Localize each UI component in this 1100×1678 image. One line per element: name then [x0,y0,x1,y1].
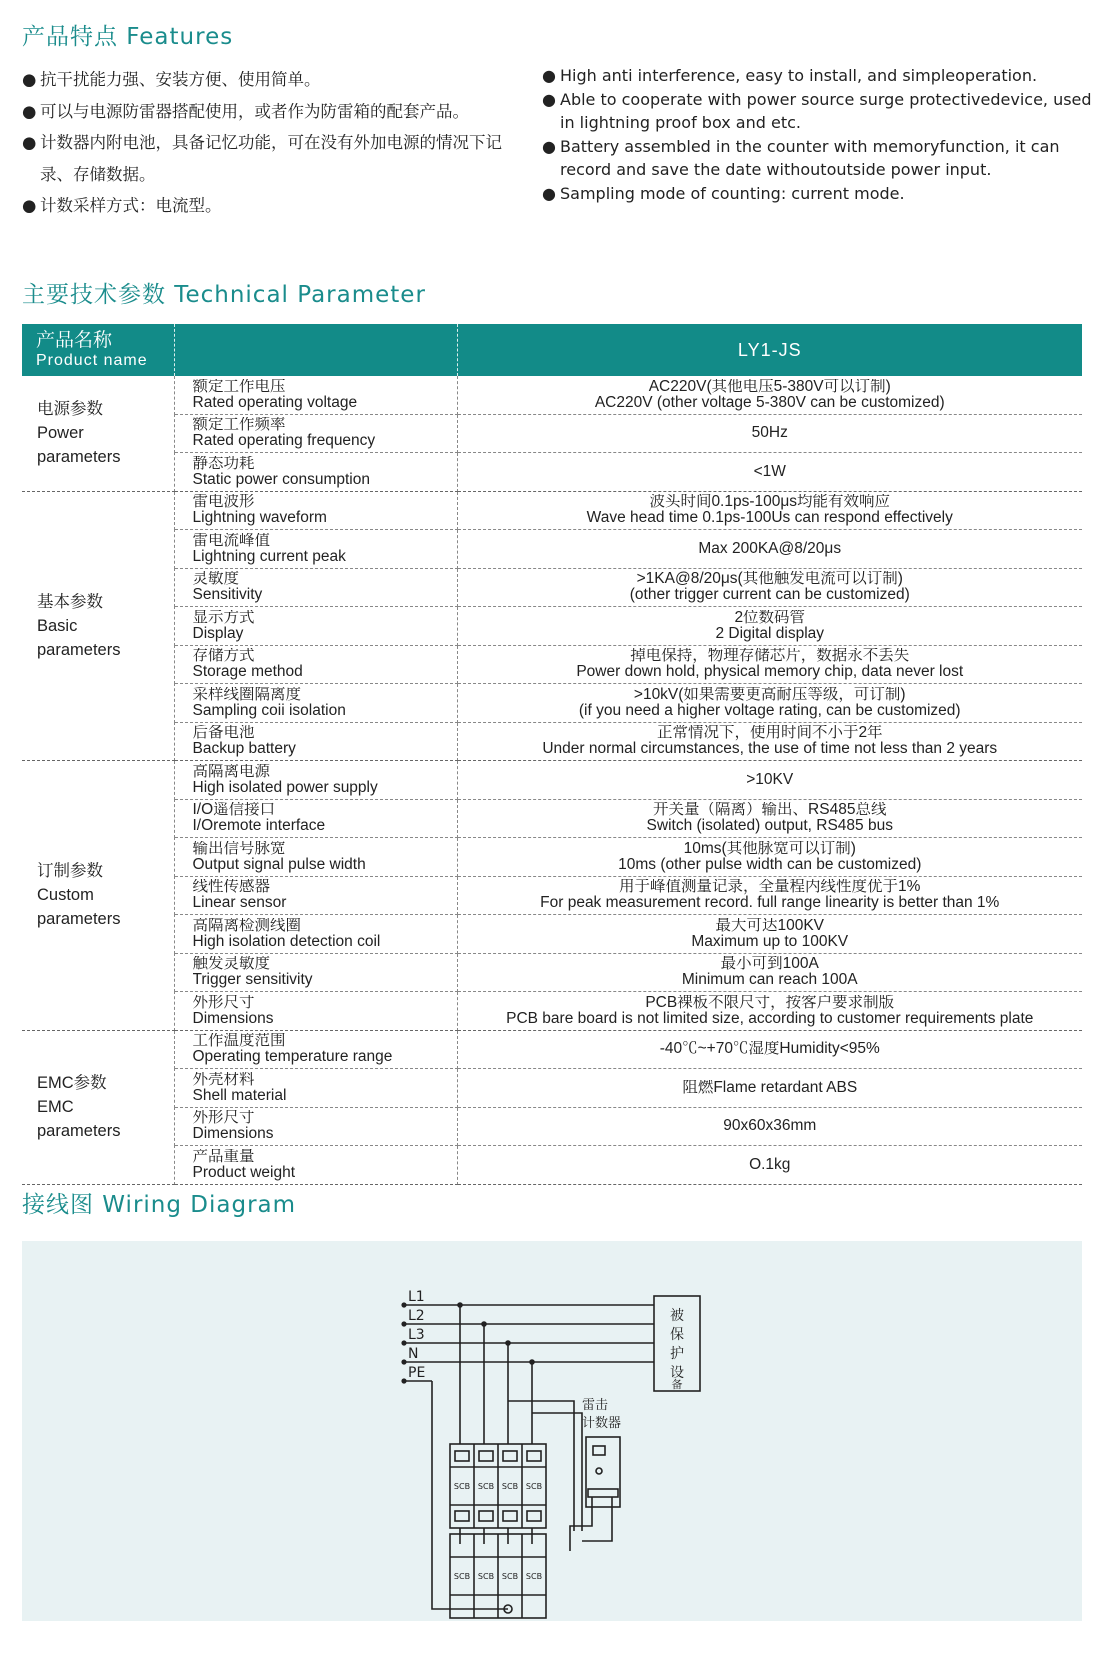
param-name-en: Rated operating frequency [192,433,376,450]
param-value-line1: >10KV [746,771,794,788]
param-name [174,799,457,838]
param-value [457,876,1082,915]
spec-row [22,645,1082,684]
param-value-line1: 2位数码管 [734,609,806,626]
param-value [457,953,1082,992]
spec-row [22,915,1082,954]
feature-text: Sampling mode of counting: current mode. [560,183,905,203]
param-name-cn: 外形尺寸 [192,1110,255,1127]
group-label-en2: parameters [37,910,121,929]
scb-label-8: SCB [525,1572,543,1581]
spec-row [22,1030,1082,1069]
feature-item-cn [22,96,502,128]
param-name [174,491,457,530]
param-value [457,568,1082,607]
protected-char-1: 被 [670,1308,684,1324]
group-label-cn: 电源参数 [37,400,103,419]
param-value-line2: Minimum can reach 100A [681,972,858,989]
feature-item-cn [22,127,502,190]
param-name-cn: 高隔离电源 [192,763,271,780]
param-value [457,414,1082,453]
label-l2: L2 [408,1308,425,1324]
spec-row [22,876,1082,915]
param-name-cn: 灵敏度 [192,571,240,588]
param-name [174,1069,457,1108]
group-label-cn: 基本参数 [37,592,103,611]
param-value-line1: >1KA@8/20μs(其他触发电流可以订制) [636,571,903,588]
header-blank [174,324,457,376]
param-name [174,992,457,1031]
param-value-line1: 掉电保持，物理存储芯片，数据永不丢失 [630,648,910,665]
param-value-line1: 90x60x36mm [723,1118,817,1135]
group-label-cn: EMC参数 [37,1074,107,1092]
param-name-cn: I/O遥信接口 [192,802,276,819]
bullet-icon: ● [542,66,556,85]
group-label [22,491,174,761]
param-name [174,414,457,453]
param-name-en: Linear sensor [192,895,287,912]
spec-row [22,761,1082,800]
param-name [174,838,457,877]
param-value [457,684,1082,723]
param-name-en: I/Oremote interface [192,818,326,835]
param-name [174,530,457,569]
param-name-cn: 雷电流峰值 [192,532,271,549]
param-value [457,607,1082,646]
param-value [457,491,1082,530]
param-name [174,1030,457,1069]
param-value-line2: (other trigger current can be customized) [629,587,910,604]
param-value-line1: 最大可达100KV [715,917,825,934]
param-name-en: Static power consumption [192,471,370,488]
tech-title: 主要技术参数 Technical Parameter [22,282,426,308]
param-value [457,761,1082,800]
spec-header-row [22,324,1082,376]
param-name-en: Lightning waveform [192,510,327,527]
param-name [174,915,457,954]
param-name-en: High isolated power supply [192,779,378,796]
param-name-cn: 触发灵敏度 [192,956,271,973]
param-name-cn: 后备电池 [192,725,255,742]
param-value-line1: 用于峰值测量记录，全量程内线性度优于1% [619,879,921,896]
param-name-cn: 线性传感器 [192,879,271,896]
scb-label-3: SCB [501,1482,519,1491]
param-value [457,1030,1082,1069]
wiring-diagram [22,1241,1082,1621]
header-product-name-en: Product name [36,352,148,369]
param-value [457,1069,1082,1108]
spec-row [22,799,1082,838]
param-name-cn: 雷电波形 [192,494,255,511]
feature-item-cn [22,190,502,222]
param-name [174,761,457,800]
param-name [174,1146,457,1185]
group-label-en1: Custom [37,886,94,905]
group-label-en1: Power [37,424,84,443]
feature-item-en [542,135,1100,182]
param-name [174,722,457,761]
param-value-line1: 阻燃Flame retardant ABS [682,1079,858,1096]
group-label [22,376,174,491]
spec-body [22,376,1082,1184]
param-value-line1: 波头时间0.1ps-100μs均能有效响应 [649,494,891,511]
counter-label-2: 计数器 [582,1416,622,1431]
param-value [457,799,1082,838]
param-name-en: High isolation detection coil [192,933,381,950]
spec-row [22,1146,1082,1185]
group-label-en2: parameters [37,1122,121,1140]
spec-row [22,684,1082,723]
param-name [174,684,457,723]
wiring-svg [22,1241,1082,1621]
param-name-cn: 显示方式 [192,609,255,626]
feature-text: High anti interference, easy to install, and simpleoperation. [560,66,1038,85]
param-value-line2: (if you need a higher voltage rating, can be customized) [578,702,961,719]
param-name-cn: 外壳材料 [192,1071,255,1088]
spec-row [22,992,1082,1031]
param-name-cn: 静态功耗 [192,455,255,472]
param-name-en: Backup battery [192,741,296,758]
bullet-icon: ● [542,89,556,109]
label-l1: L1 [408,1289,425,1305]
param-value-line1: -40℃~+70℃湿度Humidity<95% [659,1041,880,1058]
feature-text: Battery assembled in the counter with memoryfunction, it can record and save the date withoutoutside power input. [560,136,1060,179]
bullet-icon: ● [22,133,37,152]
spec-row [22,376,1082,414]
feature-text: 计数器内附电池，具备记忆功能，可在没有外加电源的情况下记录、存储数据。 [40,133,502,184]
param-name-en: Shell material [192,1087,287,1104]
param-value-line1: Max 200KA@8/20μs [698,540,842,557]
feature-item-en [542,88,1100,135]
bullet-icon: ● [22,101,37,121]
bullet-icon: ● [542,136,556,156]
param-value-line2: Maximum up to 100KV [691,933,849,950]
feature-item-cn [22,64,502,96]
param-name-en: Display [192,625,244,642]
param-value [457,453,1082,492]
protected-char-5: 备 [671,1378,683,1391]
param-name-cn: 高隔离检测线圈 [192,917,302,934]
label-l3: L3 [408,1327,425,1343]
param-value-line2: Under normal circumstances, the use of time not less than 2 years [542,741,998,758]
param-name-en: Storage method [192,664,303,681]
param-name [174,376,457,414]
param-value-line1: PCB裸板不限尺寸，按客户要求制版 [645,994,895,1011]
param-value [457,645,1082,684]
param-name-cn: 工作温度范围 [192,1033,286,1050]
header-model: LY1-JS [457,324,1082,376]
param-name-cn: 产品重量 [192,1148,255,1165]
param-name-en: Output signal pulse width [192,856,366,873]
group-label [22,1030,174,1184]
param-name-cn: 采样线圈隔离度 [192,686,302,703]
param-value-line2: For peak measurement record. full range linearity is better than 1% [540,895,1000,912]
param-name [174,876,457,915]
feature-text: 计数采样方式：电流型。 [40,196,222,215]
param-name-cn: 外形尺寸 [192,994,255,1011]
param-value-line2: 2 Digital display [715,625,825,642]
param-value-line2: PCB bare board is not limited size, according to customer requirements plate [506,1010,1034,1027]
param-value-line2: Power down hold, physical memory chip, data never lost [576,664,964,681]
param-value-line2: Switch (isolated) output, RS485 bus [646,818,893,835]
feature-item-en [542,64,1100,88]
spec-table [22,324,1082,1185]
feature-text: Able to cooperate with power source surge protectivedevice, used in lightning proof box and etc. [560,89,1092,132]
param-name [174,953,457,992]
param-value [457,1107,1082,1146]
param-value-line1: 正常情况下，使用时间不小于2年 [656,725,883,742]
spec-row [22,1107,1082,1146]
param-name-en: Rated operating voltage [192,394,358,411]
features-cn-list [22,64,502,222]
param-name-en: Sensitivity [192,587,263,604]
spec-row [22,530,1082,569]
feature-text: 抗干扰能力强、安装方便、使用简单。 [40,70,321,89]
scb-label-4: SCB [525,1482,543,1491]
protected-char-4: 设 [670,1365,684,1381]
param-name [174,568,457,607]
group-label-en2: parameters [37,448,121,467]
group-label-en1: Basic [37,616,78,635]
bullet-icon: ● [22,70,37,89]
bullet-icon: ● [22,196,37,215]
spec-row [22,453,1082,492]
header-product-name [22,324,174,376]
param-name [174,645,457,684]
protected-char-2: 保 [670,1327,684,1343]
scb-label-7: SCB [501,1572,519,1581]
param-value [457,376,1082,414]
param-name-en: Trigger sensitivity [192,972,313,989]
param-name-en: Operating temperature range [192,1049,393,1066]
param-value-line1: O.1kg [749,1156,791,1173]
spec-row [22,838,1082,877]
group-label-cn: 订制参数 [37,862,103,881]
param-name-en: Lightning current peak [192,548,346,565]
param-value-line2: Wave head time 0.1ps-100Us can respond effectively [586,510,953,527]
param-name-en: Dimensions [192,1010,274,1027]
param-value-line2: AC220V (other voltage 5-380V can be customized) [594,394,945,411]
param-value [457,992,1082,1031]
param-value-line1: 开关量（隔离）输出、RS485总线 [653,802,887,819]
param-name-cn: 额定工作频率 [192,417,286,434]
param-value-line1: AC220V(其他电压5-380V可以订制) [648,378,891,395]
label-n: N [408,1346,419,1362]
param-value [457,722,1082,761]
param-value-line2: 10ms (other pulse width can be customized) [618,856,922,873]
param-value-line1: 最小可到100A [720,956,819,973]
spec-row [22,1069,1082,1108]
spec-row [22,491,1082,530]
bullet-icon: ● [542,183,556,203]
param-name-en: Sampling coii isolation [192,702,346,719]
spec-row [22,414,1082,453]
param-name [174,453,457,492]
param-value-line1: >10kV(如果需要更高耐压等级，可订制) [633,686,906,703]
features-title: 产品特点 Features [22,24,234,50]
param-value [457,530,1082,569]
param-name-en: Dimensions [192,1126,274,1143]
group-label-en1: EMC [37,1098,74,1116]
scb-label-1: SCB [453,1482,471,1491]
param-name [174,1107,457,1146]
param-name [174,607,457,646]
features-en-list [542,64,1100,205]
scb-label-5: SCB [453,1572,471,1581]
param-name-cn: 存储方式 [192,648,255,665]
param-name-cn: 输出信号脉宽 [192,840,286,857]
param-name-en: Product weight [192,1164,296,1181]
spec-row [22,568,1082,607]
header-product-name-cn: 产品名称 [36,330,113,351]
param-value [457,838,1082,877]
scb-label-6: SCB [477,1572,495,1581]
param-value-line1: 10ms(其他脉宽可以订制) [683,840,856,857]
counter-label-1: 雷击 [582,1398,609,1413]
param-value [457,915,1082,954]
spec-row [22,607,1082,646]
param-value [457,1146,1082,1185]
label-pe: PE [408,1365,426,1381]
param-value-line1: 50Hz [751,425,788,442]
scb-label-2: SCB [477,1482,495,1491]
wiring-title: 接线图 Wiring Diagram [22,1192,297,1218]
feature-text: 可以与电源防雷器搭配使用，或者作为防雷箱的配套产品。 [40,101,469,121]
group-label [22,761,174,1031]
spec-row [22,722,1082,761]
group-label-en2: parameters [37,640,121,659]
feature-item-en [542,182,1100,206]
param-name-cn: 额定工作电压 [192,378,286,395]
spec-row [22,953,1082,992]
param-value-line1: <1W [753,463,786,480]
protected-char-3: 护 [670,1346,684,1362]
